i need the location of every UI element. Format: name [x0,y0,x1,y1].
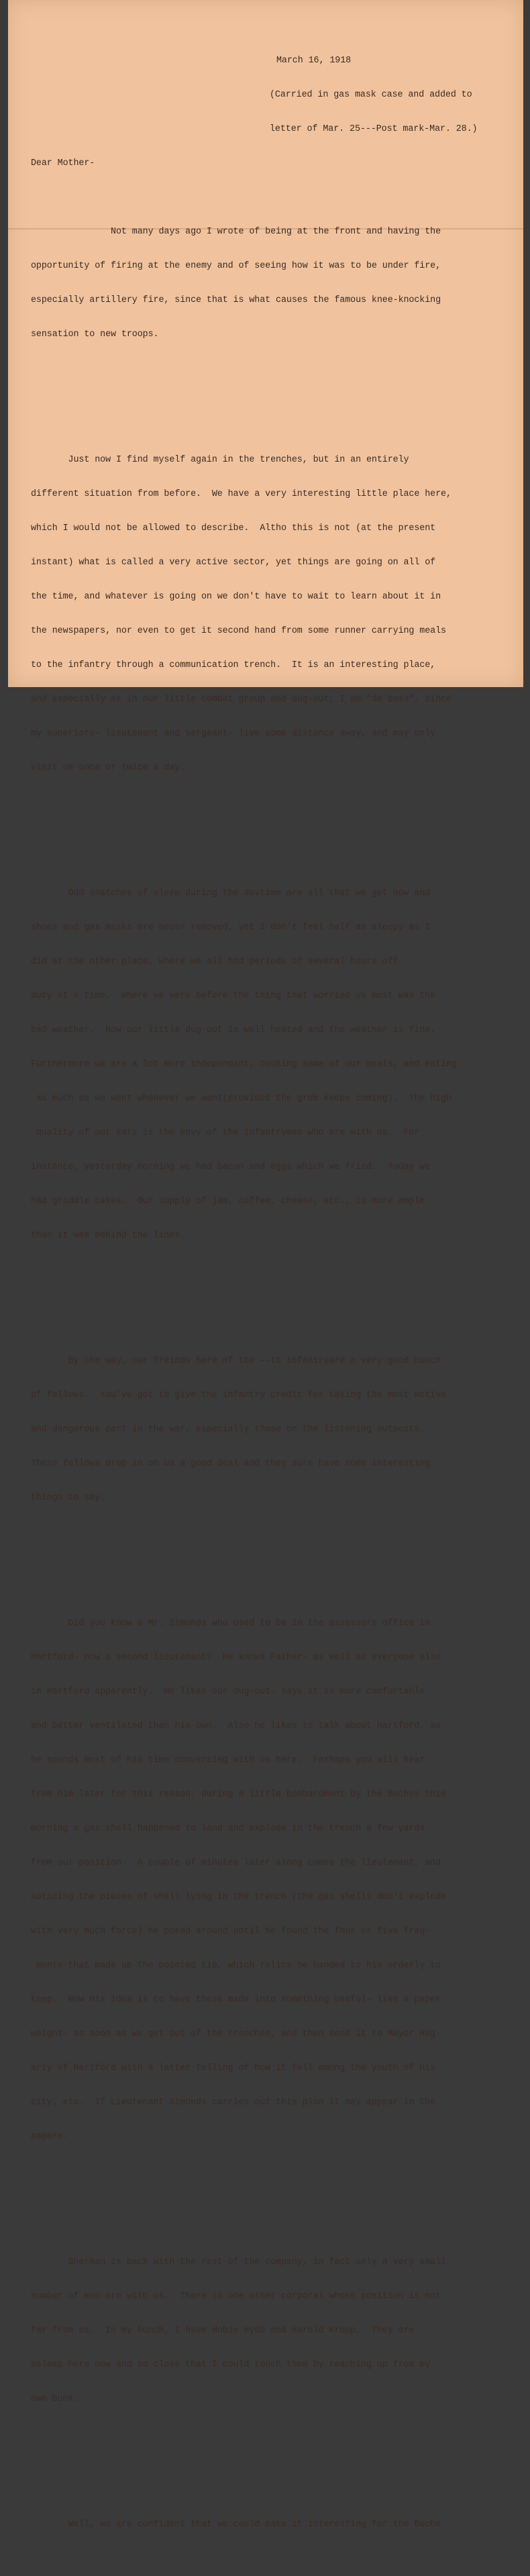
text-line: the time, and whatever is going on we don't have to wait to learn about it in [31,592,441,602]
text-line: duty at a time. Where we were before the thing that worried us most was the [31,991,436,1001]
paragraph-5 [31,1595,525,2165]
salutation: Dear Mother- [31,158,95,168]
text-line: with very much force) he poked around until he found the four or five frag- [31,1926,431,1937]
text-line: own bunk. [31,2394,79,2404]
text-line: and especially as in our little combat group and dug-out, I am "de boss", since [31,694,452,705]
text-line: asleep here now and so close that I could touch them by reaching up from my [31,2360,431,2370]
text-line: things to say. [31,1493,106,1503]
text-line: and dangerous part in the war, especially those on the listening outposts. [31,1425,425,1435]
text-line: Odd snatches of sleep during the daytime are all that we get now and [31,888,431,898]
text-line: and better ventilated than his own. Also he likes to talk about Hartford, so [31,1721,441,1731]
text-line: These fellows drop in on us a good deal and they sure have some interesting [31,1459,431,1469]
text-line: Did you know a Mr. Simonds who used to be in the assessors office in [31,1618,431,1629]
letter-page [8,0,523,2530]
text-line: did at the other place, where we all had periods of several hours off [31,957,399,967]
paragraph-2 [31,431,525,796]
text-line: morning a gas shell happened to land and explode in the trench a few yards [31,1824,425,1834]
text-line: to the infantry through a communication trench. It is an interesting place, [31,660,436,670]
text-line: city, etc. If Lieutenant Simonds carries out this plan it may appear in the [31,2098,436,2108]
text-line: of fellows. You've got to give the infantry credit for taking the most active [31,1390,446,1400]
text-line: the newspapers, nor even to get it second hand from some runner carrying meals [31,626,446,636]
text-line: which I would not be allowed to describe. Altho this is not (at the present [31,523,436,533]
text-line: my superiors- lieutenant and sergeant- live some distance away, and may only [31,729,436,739]
paragraph-3 [31,865,525,1264]
text-line: especially artillery fire, since that is what causes the famous knee-knocking [31,295,441,305]
text-line: keep. Now his idea is to have these made into something useful- like a paper [31,1995,441,2005]
text-line: instant) what is called a very active sector, yet things are going on all of [31,558,436,568]
paragraph-1 [31,203,525,363]
text-line: Sherman is back with the rest of the company, in fact only a very small [31,2257,446,2267]
text-line: arty of Hartford with a letter telling of how it fell among the youth of his [31,2063,436,2073]
text-line: had griddle cakes. Our supply of jam, coffee, cheese, etc., is more ample [31,1196,425,1206]
text-line: than it was behind the lines. [31,1231,186,1241]
letter-date: March 16, 1918 [276,56,352,66]
text-line: weight- as soon as we get out of the trenches, and then send it to Mayor Hag- [31,2029,441,2039]
text-line: opportunity of firing at the enemy and of seeing how it was to be under fire, [31,261,441,271]
text-line: in Hartford apparently. He likes our dug-out- says it is more comfortable [31,1687,425,1697]
paragraph-7 [31,2496,525,2553]
text-line: Just now I find myself again in the trenches, but in an entirely [31,455,409,465]
paragraph-4 [31,1333,525,1527]
text-line: quality of our eats is the envy of the infantrymen who are with us. For [31,1128,420,1138]
text-line: Well, we are confident that we could make it interesting for the Boche [31,2520,441,2530]
text-line: instance, yesterday morning we had bacon and eggs which we fried. Today we [31,1162,431,1172]
text-line: he spends most of his time conversing with us here. Perhaps you will hear [31,1755,425,1765]
text-line: noticing the pieces of shell lying in the trench (the gas shells don't explode [31,1892,446,1902]
letter-body [31,32,525,2576]
text-line: By the way, our freinds here of the --th infantryare a very good bunch [31,1356,441,1366]
text-line: ments that made up the pointed tip, which relics he handed to his orderly to [31,1961,441,1971]
text-line: as much as we want whenever we want(provided the grub keeps coming). The high [31,1094,452,1104]
text-line: sensation to new troops. [31,329,159,340]
letter-note-line-2: letter of Mar. 25---Post mark-Mar. 28.) [270,124,478,134]
text-line: number of men are with us. There is one other corporal whose position is not [31,2291,441,2302]
text-line: Not many days ago I wrote of being at the front and having the [31,227,441,237]
text-line: Furthermore we are a lot more independant, cooking some of our meals, and eating [31,1060,457,1070]
text-line: from him later for this reason: during a little bombardment by the Boches this [31,1790,446,1800]
letter-note-line-1: (Carried in gas mask case and added to [270,90,472,100]
text-line: bad weather. Now our little dug-out is well heated and the weather is fine. [31,1025,436,1035]
paragraph-6 [31,2234,525,2428]
text-line: from our position. A couple of minutes later along comes the lieutenant, and [31,1858,441,1868]
text-line: visit us once or twice a day. [31,763,186,773]
text-line: different situation from before. We have a very interesting little place here, [31,489,452,499]
text-line: shoes and gas masks are never removed, yet I don't feel half as sleepy as I [31,923,431,933]
text-line: far from us. In my bunch, I have Hobie Hyde and Harold Kropp. They are [31,2326,415,2336]
text-line: Hartford- now a second lieutenant? He knows Father- as well as everyone else [31,1653,441,1663]
text-line: papers. [31,2132,68,2142]
